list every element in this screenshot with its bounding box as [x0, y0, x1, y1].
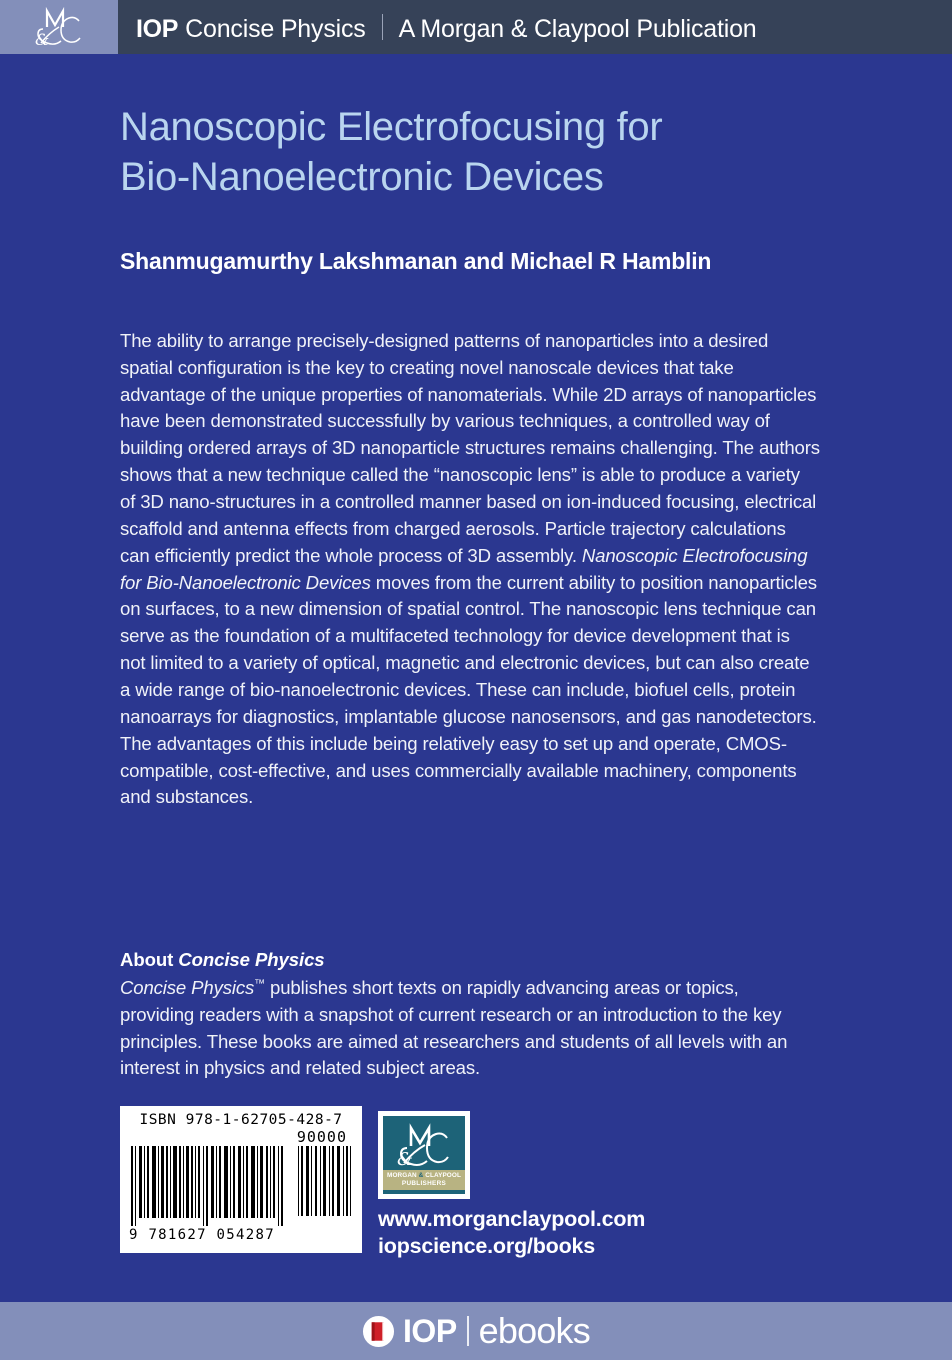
- footer-ebooks-label: ebooks: [478, 1310, 590, 1351]
- footer-divider: [467, 1316, 469, 1346]
- mc-logo-icon: [389, 1120, 459, 1168]
- logo-band-line-2: PUBLISHERS: [401, 1179, 447, 1187]
- barcode-bars-row: [129, 1146, 353, 1242]
- morgan-claypool-monogram: [383, 1118, 465, 1170]
- book-description: [120, 328, 820, 811]
- book-title-line-2: Bio-Nanoelectronic Devices: [120, 155, 604, 200]
- description-title-italic: Nanoscopic Electrofocusing for Bio-Nanoelectronic Devices: [120, 544, 808, 593]
- logo-band-ampersand: &: [418, 1172, 424, 1180]
- mc-monogram-icon: [29, 5, 89, 49]
- header-divider: [382, 14, 383, 40]
- cover-content: [120, 54, 820, 811]
- morgan-claypool-logo: [378, 1111, 470, 1199]
- logo-band-claypool: CLAYPOOL: [423, 1172, 461, 1180]
- book-title: [120, 102, 820, 203]
- book-title-line-1: Nanoscopic Electrofocusing for: [120, 105, 663, 149]
- url-morganclaypool[interactable]: www.morganclaypool.com: [378, 1207, 646, 1231]
- barcode-main-icon: [129, 1146, 287, 1226]
- header-series-label: Concise Physics: [185, 14, 366, 43]
- cover-back-page: [0, 54, 952, 1302]
- url-iopscience[interactable]: iopscience.org/books: [378, 1234, 596, 1259]
- about-body: [120, 975, 810, 1082]
- svg-text:&: &: [397, 1149, 414, 1168]
- barcode-addon-symbol: [297, 1146, 353, 1216]
- about-heading: [120, 949, 810, 971]
- publisher-header-bar: [0, 0, 952, 54]
- about-body-text: publishes short texts on rapidly advancing areas or topics, providing readers with a snapshot of current research or an introduction to the key principles. These books are aimed at researchers and students of all levels with an interest in physics and related subject areas.: [120, 977, 788, 1079]
- header-publication-label: A Morgan & Claypool Publication: [398, 14, 757, 43]
- header-title-group: [136, 11, 756, 44]
- about-heading-prefix: About: [120, 949, 179, 970]
- description-part-1: The ability to arrange precisely-designed patterns of nanoparticles into a desired spatial configuration is the key to creating novel nanoscale devices that take advantage of the unique properties of nanomaterials. While 2D arrays of nanoparticles have been demonstrated successfully by various techniques, a controlled way of building ordered arrays of 3D nanoparticle structures remains challenging. The authors shows that a new technique called the “nanoscopic lens” is able to produce a variety of 3D nano-structures in a controlled manner based on ion-induced focusing, electrical scaffold and antenna effects from charged aerosols. Particle trajectory calculations can efficiently predict the whole process of 3D assembly.: [120, 329, 820, 566]
- iop-book-icon: [362, 1315, 395, 1348]
- iop-ebooks-logo: [362, 1310, 590, 1352]
- morgan-claypool-logo-inner: [383, 1116, 465, 1194]
- about-heading-italic: Concise Physics: [178, 949, 325, 970]
- about-section: [120, 949, 810, 1082]
- barcode-main-symbol: [129, 1146, 287, 1242]
- about-body-brand: Concise Physics: [120, 977, 255, 998]
- book-authors: Shanmugamurthy Lakshmanan and Michael R Hamblin: [120, 247, 712, 274]
- logo-band-morgan: MORGAN: [387, 1172, 419, 1180]
- header-iop-label: IOP: [136, 14, 179, 43]
- morgan-claypool-monogram-badge: [0, 0, 118, 54]
- isbn-text: ISBN 978-1-62705-428-7: [139, 1112, 343, 1128]
- logo-band-line-1: [387, 1173, 461, 1179]
- isbn-barcode: [120, 1106, 362, 1253]
- description-part-2: moves from the current ability to position nanoparticles on surfaces, to a new dimension of spatial control. The nanoscopic lens technique can serve as the foundation of a multifaceted technology for device development that is not limited to a variety of optical, magnetic and electronic devices, but can also create a wide range of bio-nanoelectronic devices. These can include, biofuel cells, protein nanoarrays for diagnostics, implantable glucose nanosensors, and gas nanodetectors. The advantages of this include being relatively easy to set up and operate, CMOS-compatible, cost-effective, and uses commercially available machinery, components and substances.: [120, 571, 817, 808]
- footer-iop-label: IOP: [403, 1312, 457, 1349]
- barcode-addon-price: 90000: [296, 1127, 347, 1146]
- morgan-claypool-logo-band: [383, 1170, 465, 1190]
- barcode-addon-icon: [297, 1146, 353, 1216]
- barcode-ean-digits: 9 781627 054287: [129, 1226, 275, 1243]
- trademark-symbol: ™: [254, 977, 266, 990]
- svg-text:&: &: [35, 30, 50, 49]
- iop-ebooks-footer-bar: [0, 1302, 952, 1360]
- publisher-urls: [378, 1206, 645, 1261]
